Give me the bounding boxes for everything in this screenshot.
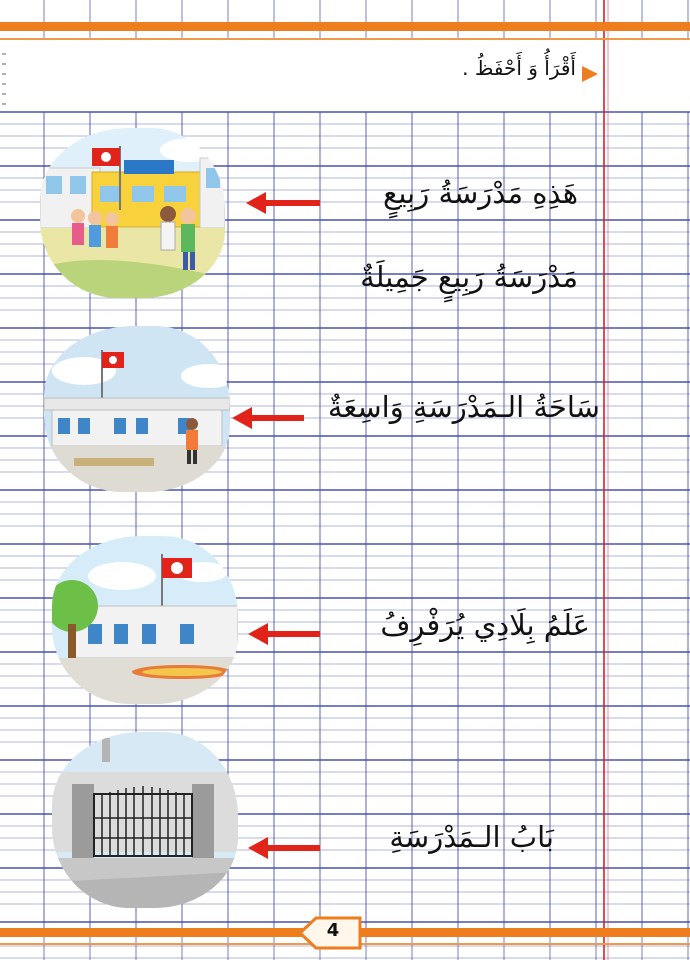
sentence-3: سَاحَةُ الـمَدْرَسَةِ وَاسِعَةٌ (327, 390, 600, 424)
instruction-bullet-icon (582, 66, 598, 82)
school-flag-illustration (52, 536, 238, 704)
arrow-left-icon (246, 192, 320, 214)
sentence-1: هَذِهِ مَدْرَسَةُ رَبِيعٍ (382, 176, 578, 210)
sentence-5: بَابُ الـمَدْرَسَةِ (389, 820, 554, 854)
school-building-illustration (40, 128, 225, 298)
arrow-left-icon (248, 623, 320, 645)
school-gate-illustration (52, 732, 238, 908)
instruction-text: أَقْرَأُ وَ أَحْفَظُ . (462, 56, 576, 80)
arrow-left-icon (248, 837, 320, 859)
top-orange-band (0, 22, 690, 31)
sentence-2: مَدْرَسَةُ رَبِيعٍ جَمِيلَةٌ (360, 260, 578, 294)
sentence-4: عَلَمُ بِلَادِي يُرَفْرِفُ (380, 608, 590, 642)
arrow-left-icon (232, 407, 304, 429)
school-courtyard-illustration (44, 326, 230, 492)
left-margin-ticks (2, 50, 6, 110)
top-orange-rule (0, 38, 690, 40)
page-number: 4 (326, 920, 340, 941)
